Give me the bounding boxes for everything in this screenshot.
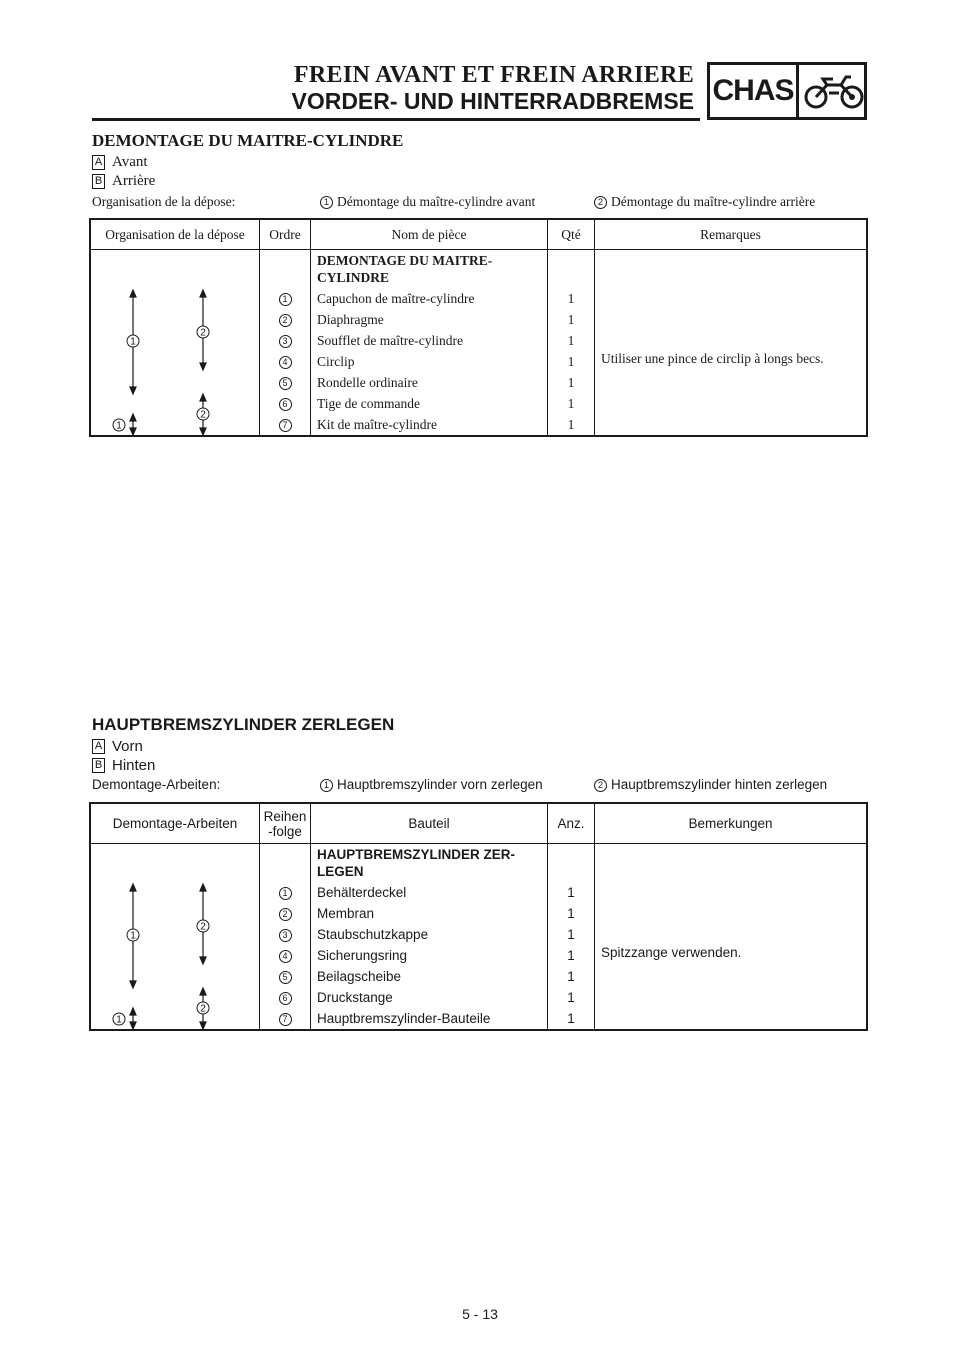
row-order: 5	[260, 372, 310, 393]
row-part-name: Tige de commande	[317, 396, 420, 411]
french-parts-table	[89, 218, 868, 437]
german-section-title: HAUPTBREMSZYLINDER ZERLEGEN	[92, 715, 395, 734]
header-rule	[92, 118, 700, 121]
column-header: Qté	[561, 226, 581, 242]
table-header	[91, 220, 866, 250]
organisation-item: 1 Démontage du maître-cylindre avant	[320, 194, 535, 210]
row-part-name: Beilagscheibe	[317, 969, 402, 984]
disassembly-flow-diagram	[91, 250, 259, 437]
organisation-label: Demontage-Arbeiten:	[92, 777, 221, 792]
label-text: Hinten	[112, 757, 156, 774]
french-section-title: DEMONTAGE DU MAITRE-CYLINDRE	[92, 131, 404, 150]
label-text: Arrière	[112, 173, 156, 189]
row-quantity: 1	[567, 396, 575, 411]
organisation-item: 1 Hauptbremszylinder vorn zerlegen	[320, 777, 543, 792]
row-quantity: 1	[567, 1011, 575, 1026]
section-code: CHAS	[712, 74, 794, 107]
row-part-name: Circlip	[317, 354, 355, 369]
row-order: 2	[260, 309, 310, 330]
row-quantity: 1	[567, 948, 575, 963]
german-label-b	[92, 757, 155, 774]
row-quantity: 1	[567, 885, 575, 900]
svg-text:1: 1	[130, 930, 136, 942]
row-order: 1	[260, 288, 310, 309]
label-letter: B	[92, 758, 105, 773]
row-quantity: 1	[567, 312, 575, 327]
label-text: Avant	[112, 154, 148, 170]
column-header: Remarques	[700, 226, 761, 242]
row-order: 3	[260, 924, 310, 945]
row-order: 7	[260, 1008, 310, 1029]
row-part-name: Druckstange	[317, 990, 393, 1005]
organisation-item: 2 Hauptbremszylinder hinten zerlegen	[594, 777, 827, 792]
svg-text:2: 2	[200, 327, 206, 339]
table-header	[91, 804, 866, 844]
svg-text:2: 2	[200, 409, 206, 421]
row-part-name: Diaphragme	[317, 312, 384, 327]
label-letter: A	[92, 155, 105, 170]
row-part-name: Kit de maître-cylindre	[317, 417, 437, 432]
svg-text:1: 1	[130, 336, 136, 348]
row-part-name: Capuchon de maître-cylindre	[317, 291, 475, 306]
group-title: HAUPTBREMSZYLINDER ZER-LEGEN	[317, 847, 515, 879]
row-quantity: 1	[567, 969, 575, 984]
motorcycle-icon	[803, 71, 865, 111]
column-header: Anz.	[557, 815, 585, 831]
german-label-a	[92, 738, 143, 755]
column-header: Bauteil	[408, 815, 450, 831]
column-header: Organisation de la dépose	[105, 226, 245, 242]
row-quantity: 1	[567, 906, 575, 921]
row-order: 5	[260, 966, 310, 987]
svg-text:2: 2	[200, 1003, 206, 1015]
row-part-name: Membran	[317, 906, 375, 921]
remark: Utiliser une pince de circlip à longs becs.	[601, 351, 824, 366]
organisation-item: 2 Démontage du maître-cylindre arrière	[594, 194, 815, 210]
disassembly-flow-diagram	[91, 844, 259, 1031]
row-quantity: 1	[567, 417, 575, 432]
label-letter: B	[92, 174, 105, 189]
row-part-name: Hauptbremszylinder-Bauteile	[317, 1011, 491, 1026]
french-label-b	[92, 173, 155, 190]
row-quantity: 1	[567, 354, 575, 369]
german-parts-table	[89, 802, 868, 1031]
svg-text:1: 1	[116, 420, 122, 432]
row-part-name: Sicherungsring	[317, 948, 408, 963]
page-number: 5 - 13	[462, 1306, 498, 1322]
row-order: 4	[260, 351, 310, 372]
column-header: Reihen-folge	[263, 808, 307, 839]
row-quantity: 1	[567, 990, 575, 1005]
badge-divider	[796, 65, 799, 117]
row-quantity: 1	[567, 333, 575, 348]
svg-text:2: 2	[200, 921, 206, 933]
row-order: 2	[260, 903, 310, 924]
column-header: Nom de pièce	[391, 226, 467, 242]
row-order: 6	[260, 393, 310, 414]
header-title-french: FREIN AVANT ET FREIN ARRIERE	[293, 62, 694, 88]
group-title: DEMONTAGE DU MAITRE-CYLINDRE	[317, 253, 493, 285]
organisation-label: Organisation de la dépose:	[92, 194, 236, 209]
row-part-name: Rondelle ordinaire	[317, 375, 418, 390]
remark: Spitzzange verwenden.	[601, 945, 742, 960]
column-header: Demontage-Arbeiten	[112, 815, 238, 831]
french-label-a	[92, 154, 148, 171]
row-order: 7	[260, 414, 310, 435]
header-title-german: VORDER- UND HINTERRADBREMSE	[291, 88, 694, 114]
row-quantity: 1	[567, 291, 575, 306]
label-text: Vorn	[112, 738, 143, 755]
row-order: 6	[260, 987, 310, 1008]
row-quantity: 1	[567, 375, 575, 390]
row-part-name: Staubschutzkappe	[317, 927, 429, 942]
column-header: Bemerkungen	[688, 815, 773, 831]
column-header: Ordre	[269, 226, 301, 242]
label-letter: A	[92, 739, 105, 754]
row-quantity: 1	[567, 927, 575, 942]
row-order: 3	[260, 330, 310, 351]
row-order: 4	[260, 945, 310, 966]
row-part-name: Soufflet de maître-cylindre	[317, 333, 463, 348]
row-part-name: Behälterdeckel	[317, 885, 407, 900]
section-badge	[707, 62, 867, 120]
svg-text:1: 1	[116, 1014, 122, 1026]
row-order: 1	[260, 882, 310, 903]
